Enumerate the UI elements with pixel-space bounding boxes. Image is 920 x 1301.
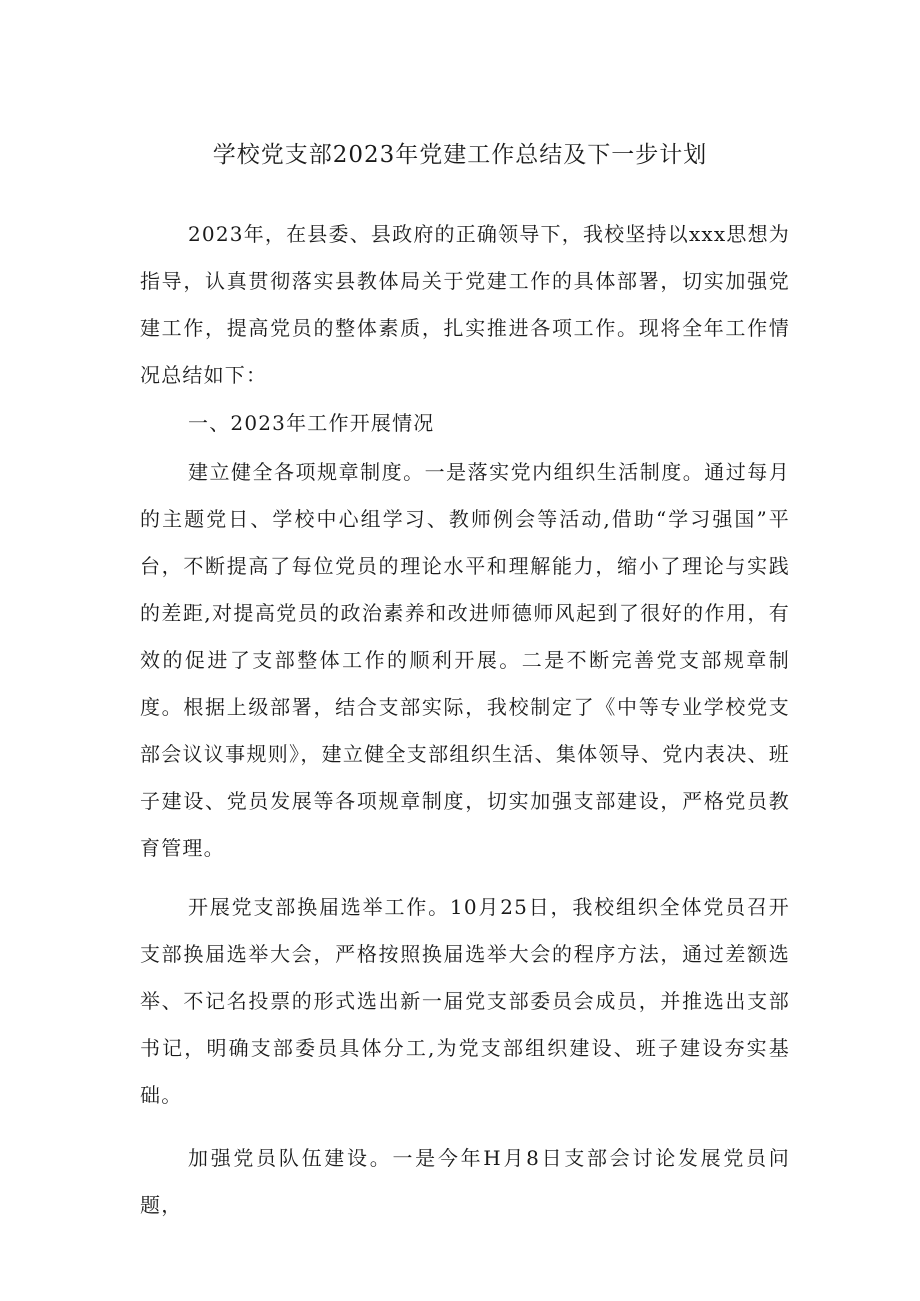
section-heading: 一、2023年工作开展情况 bbox=[188, 411, 435, 435]
paragraph-member-building: 加强党员队伍建设。一是今年H月8日支部会讨论发展党员问题， bbox=[140, 1146, 790, 1217]
paragraph-intro: 2023年，在县委、县政府的正确领导下，我校坚持以xxx思想为指导，认真贯彻落实县教体局关于党建工作的具体部署，切实加强党建工作，提高党员的整体素质，扎实推进各项工作。现将全年工作情况总结如下： bbox=[140, 222, 790, 387]
document-title: 学校党支部2023年党建工作总结及下一步计划 bbox=[212, 142, 708, 168]
paragraph-election: 开展党支部换届选举工作。10月25日，我校组织全体党员召开支部换届选举大会，严格按照换届选举大会的程序方法，通过差额选举、不记名投票的形式选出新一届党支部委员会成员，并推选出支部书记，明确支部委员具体分工,为党支部组织建设、班子建设夯实基础。 bbox=[140, 895, 790, 1107]
paragraph-regulations: 建立健全各项规章制度。一是落实党内组织生活制度。通过每月的主题党日、学校中心组学习、教师例会等活动,借助“学习强国”平台，不断提高了每位党员的理论水平和理解能力，缩小了理论与实践的差距,对提高党员的政治素养和改进师德师风起到了很好的作用，有效的促进了支部整体工作的顺利开展。二是不断完善党支部规章制度。根据上级部署，结合支部实际，我校制定了《中等专业学校党支部会议议事规则》，建立健全支部组织生活、集体领导、党内表决、班子建设、党员发展等各项规章制度，切实加强支部建设，严格党员教育管理。 bbox=[140, 460, 790, 860]
